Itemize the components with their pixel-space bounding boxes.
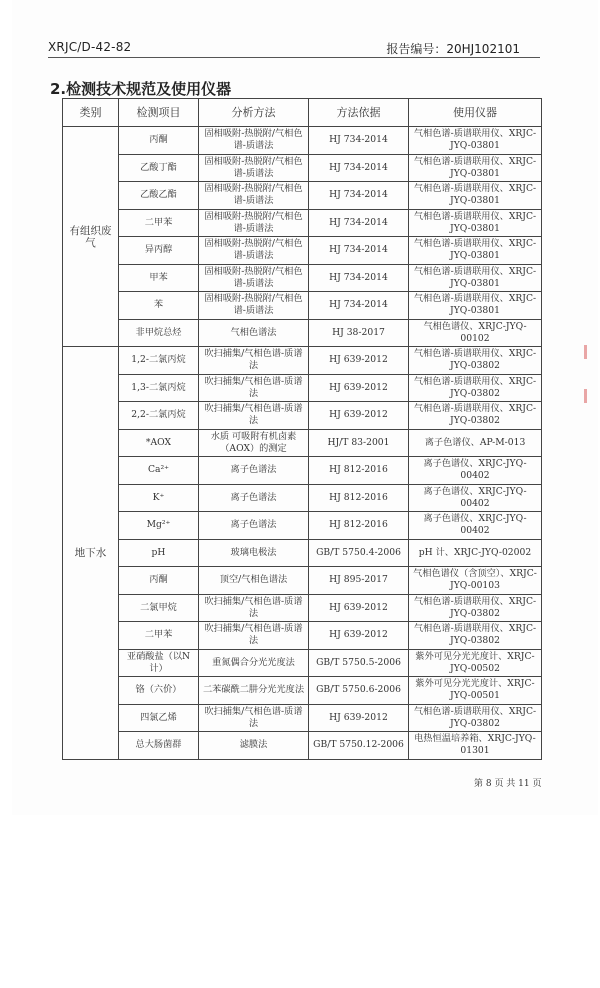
cell-item: 1,3-二氯丙烷 [119,374,199,402]
cell-instrument: 气相色谱仪、XRJC-JYQ-00102 [409,319,542,347]
cell-instrument: pH 计、XRJC-JYQ-02002 [409,539,542,567]
cell-item: Mg²⁺ [119,512,199,540]
cell-basis: GB/T 5750.5-2006 [309,649,409,677]
cell-method: 吹扫捕集/气相色谱-质谱法 [199,704,309,732]
cell-item: Ca²⁺ [119,457,199,485]
cell-method: 滤膜法 [199,732,309,760]
cell-basis: HJ 38-2017 [309,319,409,347]
table-row [63,677,542,705]
cell-item: 苯 [119,292,199,320]
table-row [63,319,542,347]
cell-basis: GB/T 5750.12-2006 [309,732,409,760]
col-header-item: 检测项目 [119,99,199,127]
cell-basis: HJ 639-2012 [309,374,409,402]
cell-item: 1,2-二氯丙烷 [119,347,199,375]
cell-method: 离子色谱法 [199,457,309,485]
cell-item: 二氯甲烷 [119,594,199,622]
cell-basis: HJ 812-2016 [309,484,409,512]
cell-basis: HJ 895-2017 [309,567,409,595]
cell-instrument: 气相色谱-质谱联用仪、XRJC-JYQ-03801 [409,127,542,155]
cell-item: 丙酮 [119,567,199,595]
cell-instrument: 离子色谱仪、XRJC-JYQ-00402 [409,512,542,540]
section-title: 2.检测技术规范及使用仪器 [50,80,232,98]
cell-method: 吹扫捕集/气相色谱-质谱法 [199,594,309,622]
cell-item: pH [119,539,199,567]
cell-basis: HJ 734-2014 [309,264,409,292]
cell-method: 吹扫捕集/气相色谱-质谱法 [199,622,309,650]
table-row [63,209,542,237]
cell-item: 铬（六价） [119,677,199,705]
cell-item: 总大肠菌群 [119,732,199,760]
cell-basis: HJ 734-2014 [309,182,409,210]
table-row [63,237,542,265]
cell-method: 吹扫捕集/气相色谱-质谱法 [199,347,309,375]
header-divider [48,57,540,58]
col-header-method: 分析方法 [199,99,309,127]
cell-method: 固相吸附-热脱附/气相色谱-质谱法 [199,154,309,182]
cell-item: 乙酸乙酯 [119,182,199,210]
cell-method: 吹扫捕集/气相色谱-质谱法 [199,374,309,402]
cell-item: 四氯乙烯 [119,704,199,732]
cell-method: 固相吸附-热脱附/气相色谱-质谱法 [199,237,309,265]
cell-instrument: 气相色谱-质谱联用仪、XRJC-JYQ-03801 [409,237,542,265]
table-row [63,622,542,650]
cell-instrument: 气相色谱-质谱联用仪、XRJC-JYQ-03802 [409,594,542,622]
cell-basis: HJ 734-2014 [309,209,409,237]
cell-basis: HJ 639-2012 [309,347,409,375]
col-header-basis: 方法依据 [309,99,409,127]
table-row [63,567,542,595]
table-row [63,127,542,155]
cell-basis: GB/T 5750.4-2006 [309,539,409,567]
cell-instrument: 电热恒温培养箱、XRJC-JYQ-01301 [409,732,542,760]
cell-instrument: 气相色谱-质谱联用仪、XRJC-JYQ-03801 [409,209,542,237]
table-row [63,457,542,485]
seal-edge-mark [584,345,588,445]
cell-item: 甲苯 [119,264,199,292]
cell-category: 有组织废气 [63,127,119,347]
table-body [63,127,542,760]
cell-method: 二苯碳酰二肼分光光度法 [199,677,309,705]
cell-method: 气相色谱法 [199,319,309,347]
cell-method: 固相吸附-热脱附/气相色谱-质谱法 [199,209,309,237]
cell-instrument: 气相色谱-质谱联用仪、XRJC-JYQ-03801 [409,264,542,292]
cell-basis: HJ 734-2014 [309,127,409,155]
table-row [63,292,542,320]
cell-method: 离子色谱法 [199,484,309,512]
cell-method: 固相吸附-热脱附/气相色谱-质谱法 [199,292,309,320]
cell-method: 固相吸附-热脱附/气相色谱-质谱法 [199,182,309,210]
cell-method: 固相吸附-热脱附/气相色谱-质谱法 [199,127,309,155]
cell-instrument: 气相色谱-质谱联用仪、XRJC-JYQ-03802 [409,374,542,402]
cell-instrument: 紫外可见分光光度计、XRJC-JYQ-00502 [409,649,542,677]
cell-basis: HJ 639-2012 [309,704,409,732]
cell-item: 丙酮 [119,127,199,155]
cell-basis: GB/T 5750.6-2006 [309,677,409,705]
cell-item: 亚硝酸盐（以N计） [119,649,199,677]
cell-instrument: 气相色谱-质谱联用仪、XRJC-JYQ-03801 [409,182,542,210]
cell-method: 重氮偶合分光光度法 [199,649,309,677]
cell-method: 水质 可吸附有机卤素（AOX）的测定 [199,429,309,457]
cell-instrument: 离子色谱仪、AP-M-013 [409,429,542,457]
table-row [63,732,542,760]
table-row [63,429,542,457]
cell-instrument: 气相色谱-质谱联用仪、XRJC-JYQ-03801 [409,292,542,320]
cell-basis: HJ 639-2012 [309,402,409,430]
cell-instrument: 离子色谱仪、XRJC-JYQ-00402 [409,484,542,512]
cell-basis: HJ 812-2016 [309,457,409,485]
cell-method: 玻璃电极法 [199,539,309,567]
cell-method: 离子色谱法 [199,512,309,540]
table-row [63,704,542,732]
cell-item: K⁺ [119,484,199,512]
cell-basis: HJ 639-2012 [309,622,409,650]
cell-item: 非甲烷总烃 [119,319,199,347]
table-row [63,264,542,292]
col-header-instrument: 使用仪器 [409,99,542,127]
report-number: 报告编号：20HJ102101 [386,42,520,56]
cell-instrument: 气相色谱仪（含顶空）、XRJC-JYQ-00103 [409,567,542,595]
cell-instrument: 气相色谱-质谱联用仪、XRJC-JYQ-03802 [409,622,542,650]
table-row [63,539,542,567]
table-row [63,512,542,540]
table-row [63,374,542,402]
cell-instrument: 紫外可见分光光度计、XRJC-JYQ-00501 [409,677,542,705]
table-row [63,484,542,512]
cell-basis: HJ 734-2014 [309,237,409,265]
cell-basis: HJ 734-2014 [309,154,409,182]
cell-item: *AOX [119,429,199,457]
cell-item: 二甲苯 [119,622,199,650]
cell-method: 吹扫捕集/气相色谱-质谱法 [199,402,309,430]
cell-basis: HJ 812-2016 [309,512,409,540]
doc-code: XRJC/D-42-82 [48,40,132,54]
cell-method: 固相吸附-热脱附/气相色谱-质谱法 [199,264,309,292]
cell-item: 异丙醇 [119,237,199,265]
cell-item: 乙酸丁酯 [119,154,199,182]
cell-instrument: 气相色谱-质谱联用仪、XRJC-JYQ-03802 [409,347,542,375]
cell-basis: HJ 734-2014 [309,292,409,320]
cell-basis: HJ 639-2012 [309,594,409,622]
cell-category: 地下水 [63,347,119,760]
cell-method: 顶空/气相色谱法 [199,567,309,595]
cell-instrument: 离子色谱仪、XRJC-JYQ-00402 [409,457,542,485]
table-row [63,347,542,375]
table-row [63,154,542,182]
table-row [63,182,542,210]
cell-item: 2,2-二氯丙烷 [119,402,199,430]
table-row [63,402,542,430]
cell-instrument: 气相色谱-质谱联用仪、XRJC-JYQ-03802 [409,704,542,732]
page-number: 第 8 页 共 11 页 [474,779,542,789]
table-header-row [63,99,542,127]
cell-basis: HJ/T 83-2001 [309,429,409,457]
cell-instrument: 气相色谱-质谱联用仪、XRJC-JYQ-03802 [409,402,542,430]
table-row [63,649,542,677]
col-header-category: 类别 [63,99,119,127]
spec-table [62,98,542,760]
cell-instrument: 气相色谱-质谱联用仪、XRJC-JYQ-03801 [409,154,542,182]
table-row [63,594,542,622]
cell-item: 二甲苯 [119,209,199,237]
